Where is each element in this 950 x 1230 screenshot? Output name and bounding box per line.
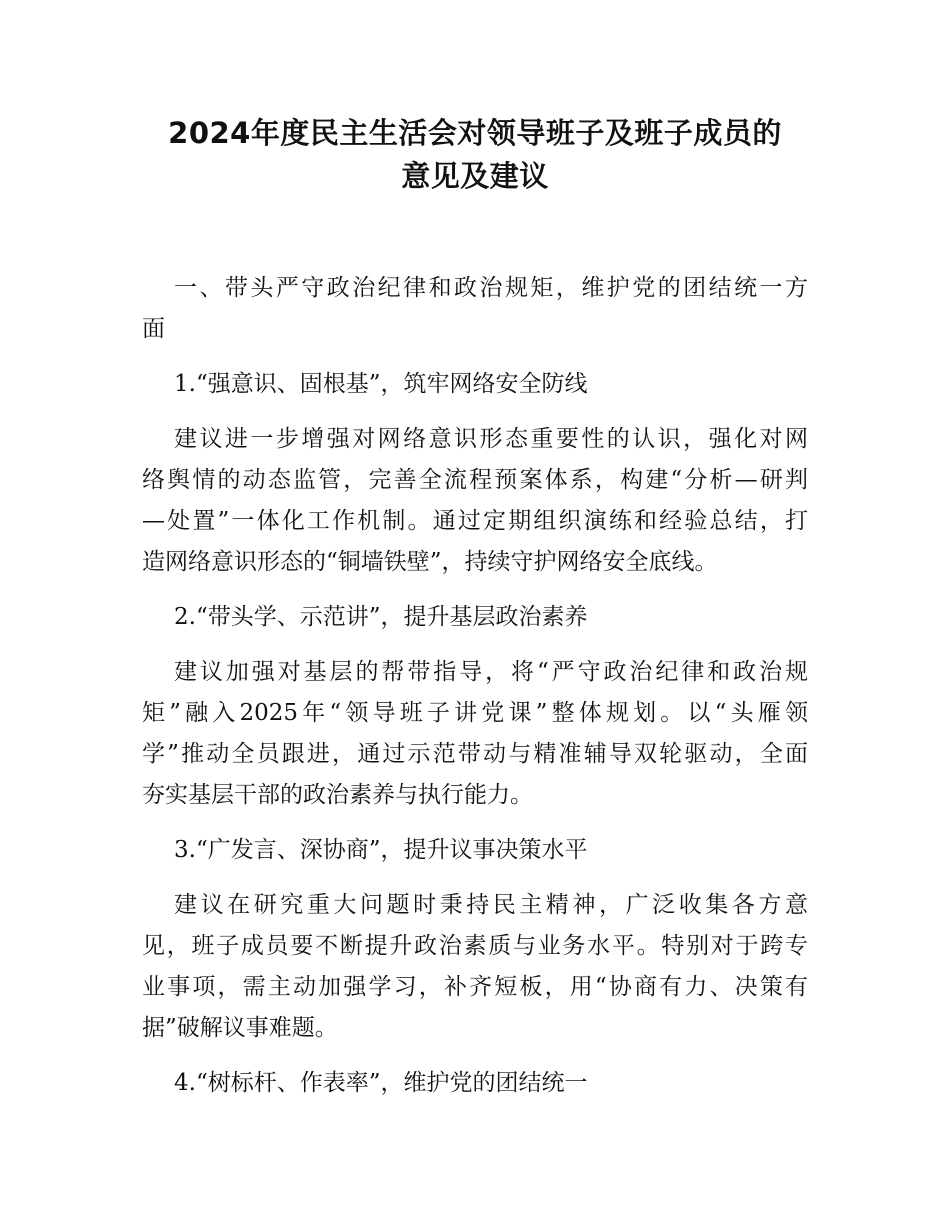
item-heading [142,830,808,871]
text-line: 2.“带头学、示范讲”，提升基层政治素养 [174,604,588,630]
text-line: 见，班子成员要不断提升政治素质与业务水平。特别对于跨专 [142,933,808,959]
document-body [142,268,808,1118]
text-line: 一、带头严守政治纪律和政治规矩，维护党的团结统一方 [174,275,808,301]
item-heading [142,364,808,405]
text-line: 夯实基层干部的政治素养与执行能力。 [142,782,533,808]
title-line-2: 意见及建议 [401,159,549,193]
text-line: 矩”融入2025年“领导班子讲党课”整体规划。以“头雁领 [142,700,808,726]
text-line: 据”破解议事难题。 [142,1015,338,1041]
section-heading [142,268,808,350]
text-line: 建议进一步增强对网络意识形态重要性的认识，强化对网 [174,426,808,452]
text-line: 面 [142,316,165,342]
text-line: 业事项，需主动加强学习，补齐短板，用“协商有力、决策有 [142,974,808,1000]
text-line: —处置”一体化工作机制。通过定期组织演练和经验总结，打 [142,508,808,534]
text-line: 1.“强意识、固根基”，筑牢网络安全防线 [174,371,588,397]
text-line: 建议加强对基层的帮带指导，将“严守政治纪律和政治规 [174,659,808,685]
text-line: 建议在研究重大问题时秉持民主精神，广泛收集各方意 [174,892,808,918]
text-line: 3.“广发言、深协商”，提升议事决策水平 [174,837,588,863]
text-line: 络舆情的动态监管，完善全流程预案体系，构建“分析—研判 [142,467,808,493]
text-line: 4.“树标杆、作表率”，维护党的团结统一 [174,1070,588,1096]
document-title [0,112,950,198]
text-line: 造网络意识形态的“铜墙铁壁”，持续守护网络安全底线。 [142,549,718,575]
title-line-1: 2024年度民主生活会对领导班子及班子成员的 [168,116,782,150]
text-line: 学”推动全员跟进，通过示范带动与精准辅导双轮驱动，全面 [142,741,808,767]
item-heading [142,1063,808,1104]
paragraph [142,419,808,583]
paragraph [142,652,808,816]
item-heading [142,597,808,638]
paragraph [142,885,808,1049]
